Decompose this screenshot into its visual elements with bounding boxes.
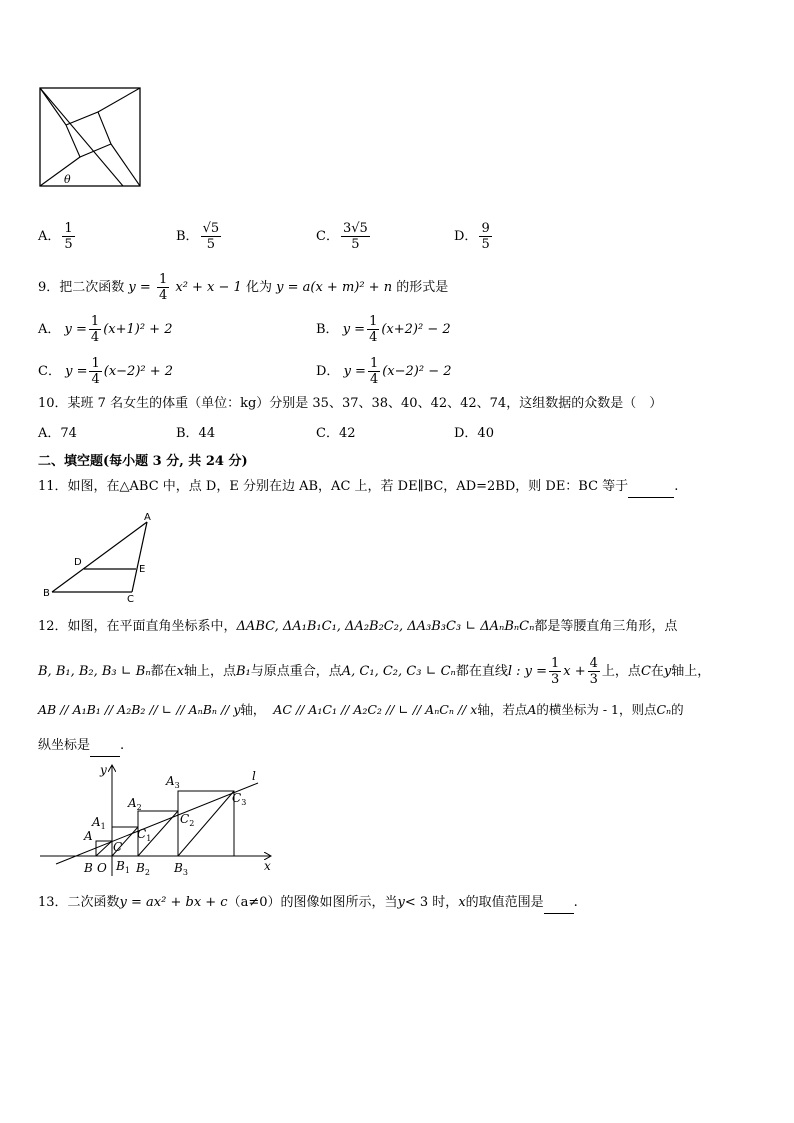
theta-label: θ xyxy=(64,173,71,186)
q8-option-d[interactable]: D． $\frac{9}{5}$ xyxy=(454,221,490,252)
q13-answer-blank[interactable] xyxy=(544,893,574,914)
edge-ac xyxy=(132,522,147,592)
label-A2: $A_2$ xyxy=(128,796,142,812)
label-C2: $C_2$ xyxy=(180,812,195,828)
pinwheel-line-a xyxy=(40,88,66,125)
inner-square xyxy=(66,112,111,157)
q8-option-b[interactable]: B． $\frac{√5}{5}$ xyxy=(176,221,220,252)
label-a: A xyxy=(144,512,151,523)
label-B2: $B_2$ xyxy=(136,861,150,877)
q11-answer-blank[interactable] xyxy=(628,477,674,498)
q9-option-d[interactable]: D． y = $\frac{1}{4}$ (x−2)² − 2 xyxy=(316,356,452,387)
q12-line-4: 纵坐标是 . xyxy=(38,736,124,757)
q12-figure xyxy=(36,760,276,878)
q12-line-3: AB // A₁B₁ // A₂B₂ // ∟ // AₙBₙ // y轴， AC // A₁C₁ // A₂C₂ // ∟ // AₙCₙ // x轴，若点A的横坐标为 - 1，则点Cₙ的 xyxy=(38,702,684,717)
label-A1: $A_1$ xyxy=(92,815,106,831)
q9-option-a[interactable]: A． y = $\frac{1}{4}$ (x+1)² + 2 xyxy=(38,314,173,345)
label-C1: $C_1$ xyxy=(137,827,152,843)
q13-stem: 13．二次函数y = ax² + bx + c（a≠0）的图像如图所示，当y< 3 时，x的取值范围是 . xyxy=(38,893,578,914)
pinwheel-line-d xyxy=(40,157,80,186)
q10-option-c[interactable]: C．42 xyxy=(316,426,356,441)
label-C3: $C_3$ xyxy=(232,791,247,807)
label-A: A xyxy=(84,829,93,843)
q12-answer-blank[interactable] xyxy=(90,736,120,757)
label-y: y xyxy=(100,763,107,777)
label-A3: $A_3$ xyxy=(166,774,180,790)
label-x: x xyxy=(264,859,271,873)
pinwheel-line-c xyxy=(111,144,140,186)
q8-option-a[interactable]: A． $\frac{1}{5}$ xyxy=(38,221,73,252)
label-B1: $B_1$ xyxy=(116,859,130,875)
diag-abc xyxy=(96,841,112,856)
q10-option-d[interactable]: D．40 xyxy=(454,426,494,441)
label-b: B xyxy=(43,588,50,599)
label-c: C xyxy=(127,594,134,602)
label-C: C xyxy=(113,840,123,854)
q10-stem: 10．某班 7 名女生的体重（单位：kg）分别是 35、37、38、40、42、42、74，这组数据的众数是（ ） xyxy=(38,396,663,411)
line-l xyxy=(56,783,258,864)
pinwheel-line-1 xyxy=(40,88,123,186)
q8-option-c[interactable]: C． $\frac{3√5}{5}$ xyxy=(316,221,368,252)
q12-line-2: B, B₁, B₂, B₃ ∟ Bₙ都在x轴上，点B₁与原点重合，点A, C₁, C₂, C₃ ∟ Cₙ都在直线l : y = $\frac{1}{3}$ x + $\frac{4}{3}$ 上，点C在y轴上， xyxy=(38,656,711,687)
q9-option-c[interactable]: C． y = $\frac{1}{4}$ (x−2)² + 2 xyxy=(38,356,174,387)
q11-figure xyxy=(40,510,165,602)
label-e: E xyxy=(139,564,146,575)
q8-figure xyxy=(38,86,142,190)
q11-stem: 11．如图，在△ABC 中，点 D，E 分别在边 AB，AC 上，若 DE∥BC，AD=2BD，则 DE：BC 等于 . xyxy=(38,477,678,498)
q10-option-a[interactable]: A．74 xyxy=(38,426,77,441)
q9-stem: 9．把二次函数 y = $\frac{1}{4}$ x² + x − 1 化为 y = a(x + m)² + n 的形式是 xyxy=(38,272,449,303)
label-l: l xyxy=(252,769,256,783)
label-B3: $B_3$ xyxy=(174,861,188,877)
label-B: B xyxy=(84,861,93,875)
edge-ab xyxy=(52,522,147,592)
q9-option-b[interactable]: B． y = $\frac{1}{4}$ (x+2)² − 2 xyxy=(316,314,451,345)
section-title: 二、填空题(每小题 3 分, 共 24 分) xyxy=(38,454,248,469)
q12-line-1: 12．如图，在平面直角坐标系中，ΔABC, ΔA₁B₁C₁, ΔA₂B₂C₂, ΔA₃B₃C₃ ∟ ΔAₙBₙCₙ都是等腰直角三角形，点 xyxy=(38,619,678,634)
label-d: D xyxy=(74,557,82,568)
label-O: O xyxy=(97,861,107,875)
q10-option-b[interactable]: B．44 xyxy=(176,426,216,441)
